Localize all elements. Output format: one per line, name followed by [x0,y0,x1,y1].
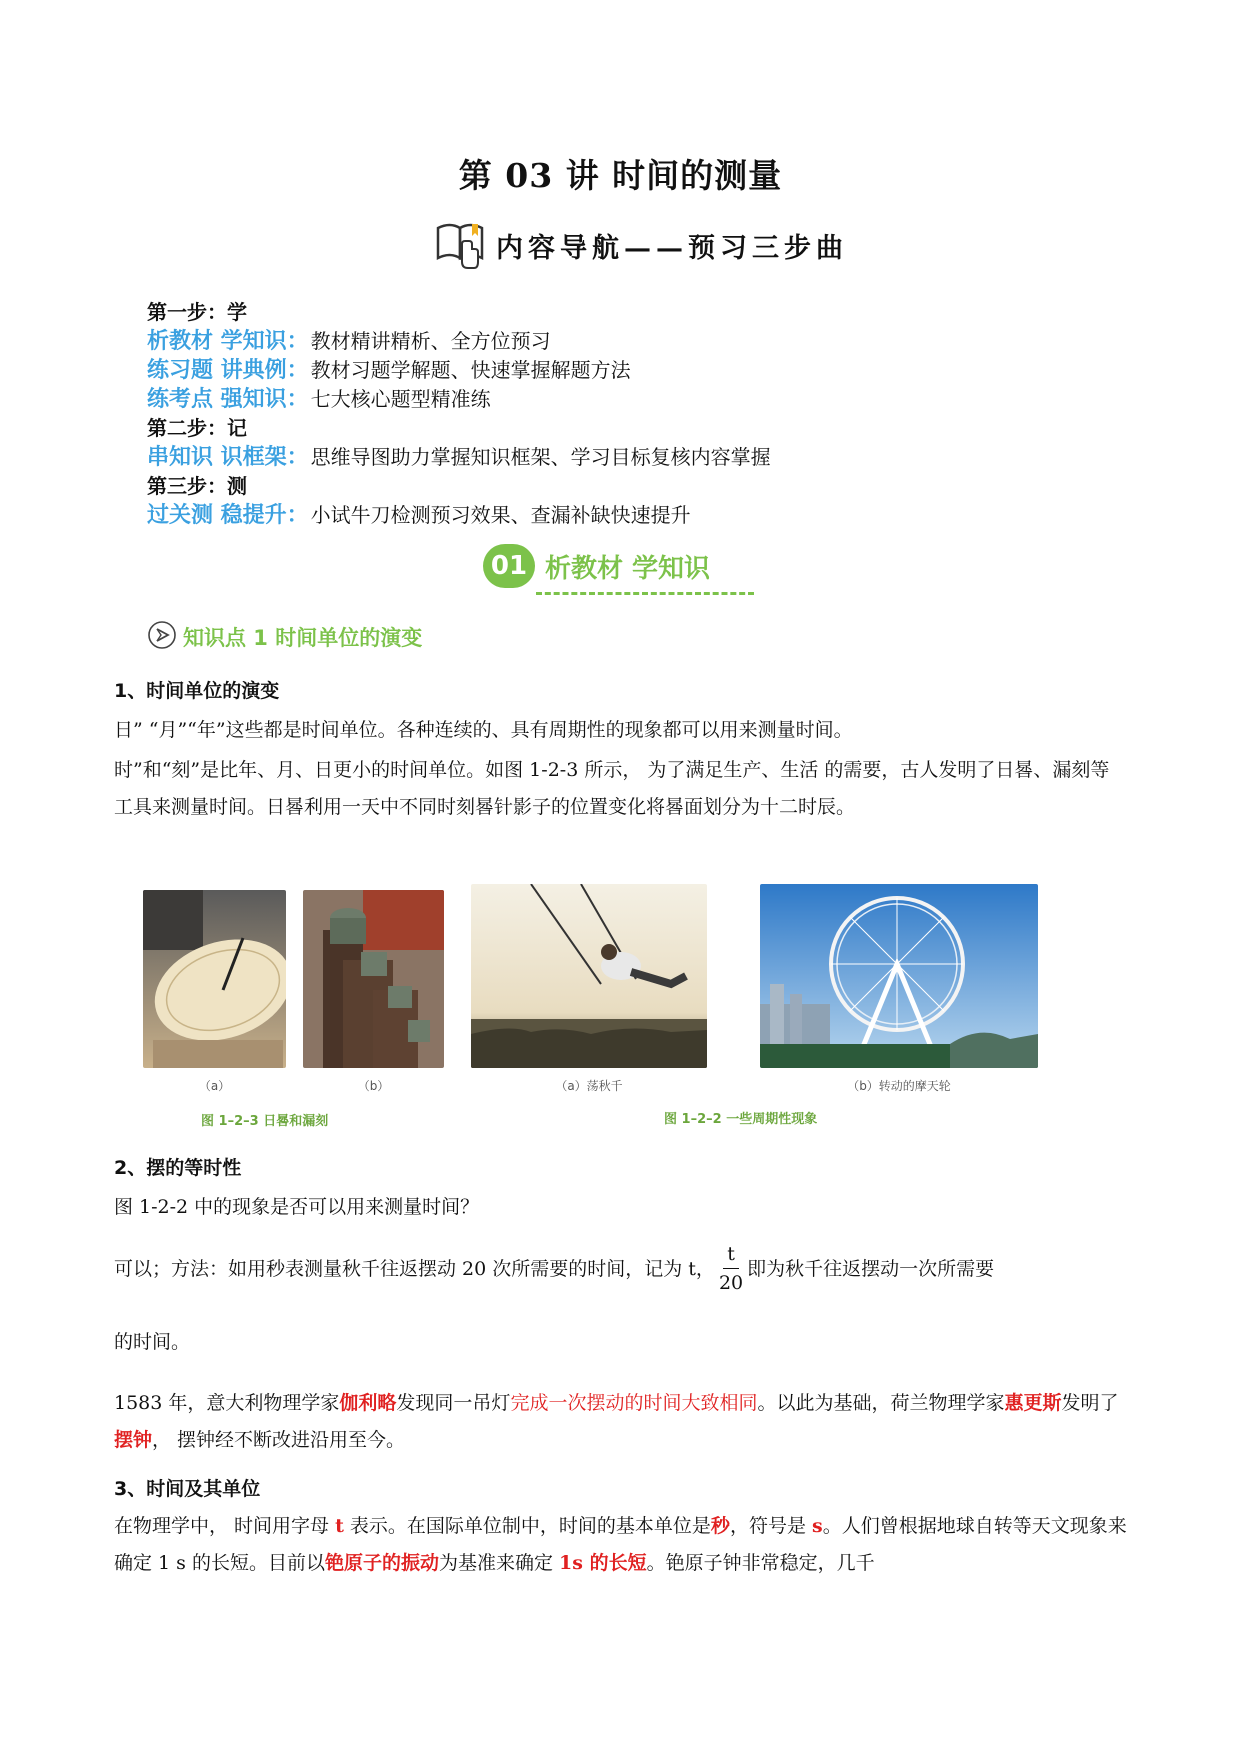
step-item: 练习题 讲典例： 教材习题学解题、快速掌握解题方法 [147,357,631,383]
knowledge-point-title: 知识点 1 时间单位的演变 [183,626,423,650]
question: 图 1-2-2 中的现象是否可以用来测量时间？ [114,1196,480,1218]
content-nav [432,215,848,275]
answer-line: 可以；方法：如用秒表测量秋千往返摆动 20 次所需要的时间，记为 t， $\frac{t}{20}$ 即为秋千往返摆动一次所需要 [114,1240,1127,1297]
knowledge-point-heading [147,620,422,654]
caption-a-1: （a） [198,1079,231,1093]
section-title: 析教材 学知识 [545,553,711,584]
time-unit-paragraph: 在物理学中， 时间用字母 t 表示。在国际单位制中，时间的基本单位是秒，符号是 s。人们曾根据地球自转等天文现象来确定 1 s 的长短。目前以铯原子的振动为基准来确定 1s 的长短。铯原子钟非常稳定，几千 [114,1515,1127,1574]
heading-1: 1、时间单位的演变 [114,680,280,702]
para-1: 日” “月”“年”这些都是时间单位。各种连续的、具有周期性的现象都可以用来测量时间。 [114,719,853,741]
heading-3: 3、时间及其单位 [114,1478,261,1500]
arrow-circle-icon [147,620,177,654]
step-item: 过关测 稳提升： 小试牛刀检测预习效果、查漏补缺快速提升 [147,502,691,528]
book-hand-icon [432,214,490,276]
fraction-t-over-20: $\frac{t}{20}$ [719,1240,743,1297]
figure-1-2-2-caption: 图 1–2–2 一些周期性现象 [664,1112,818,1127]
step-item: 练考点 强知识： 七大核心题型精准练 [147,386,491,412]
step1-heading: 第一步：学 [147,300,247,324]
nav-label: 内容导航——预习三步曲 [496,232,848,264]
section-underline [536,592,754,595]
caption-b-1: （b） [357,1079,390,1093]
page-title: 第 03 讲 时间的测量 [458,156,783,195]
step-item: 串知识 识框架： 思维导图助力掌握知识框架、学习目标复核内容掌握 [147,444,771,470]
caption-a-2: （a）荡秋千 [555,1079,623,1093]
sundial-image [143,890,286,1068]
step2-heading: 第二步：记 [147,416,247,440]
step3-heading: 第三步：测 [147,474,247,498]
water-clock-image [303,890,444,1068]
three-steps-list [147,298,771,530]
swing-image [471,884,707,1068]
section-badge [483,544,710,588]
answer-end: 的时间。 [114,1331,191,1353]
para-2: 时”和“刻”是比年、月、日更小的时间单位。如图 1-2-3 所示， 为了满足生产、生活 的需要，古人发明了日晷、漏刻等工具来测量时间。日晷利用一天中不同时刻晷针影子的位置变化将晷面划分为十二时辰。 [114,759,1110,818]
step-item: 析教材 学知识： 教材精讲精析、全方位预习 [147,328,551,354]
history-paragraph: 1583 年，意大利物理学家伽利略发现同一吊灯完成一次摆动的时间大致相同。以此为基础，荷兰物理学家惠更斯发明了摆钟， 摆钟经不断改进沿用至今。 [114,1392,1119,1451]
heading-2: 2、摆的等时性 [114,1157,242,1179]
ferris-wheel-image [760,884,1038,1068]
figure-1-2-3-caption: 图 1–2–3 日晷和漏刻 [201,1114,329,1129]
section-number: 01 [483,544,535,588]
caption-b-2: （b）转动的摩天轮 [847,1079,951,1093]
